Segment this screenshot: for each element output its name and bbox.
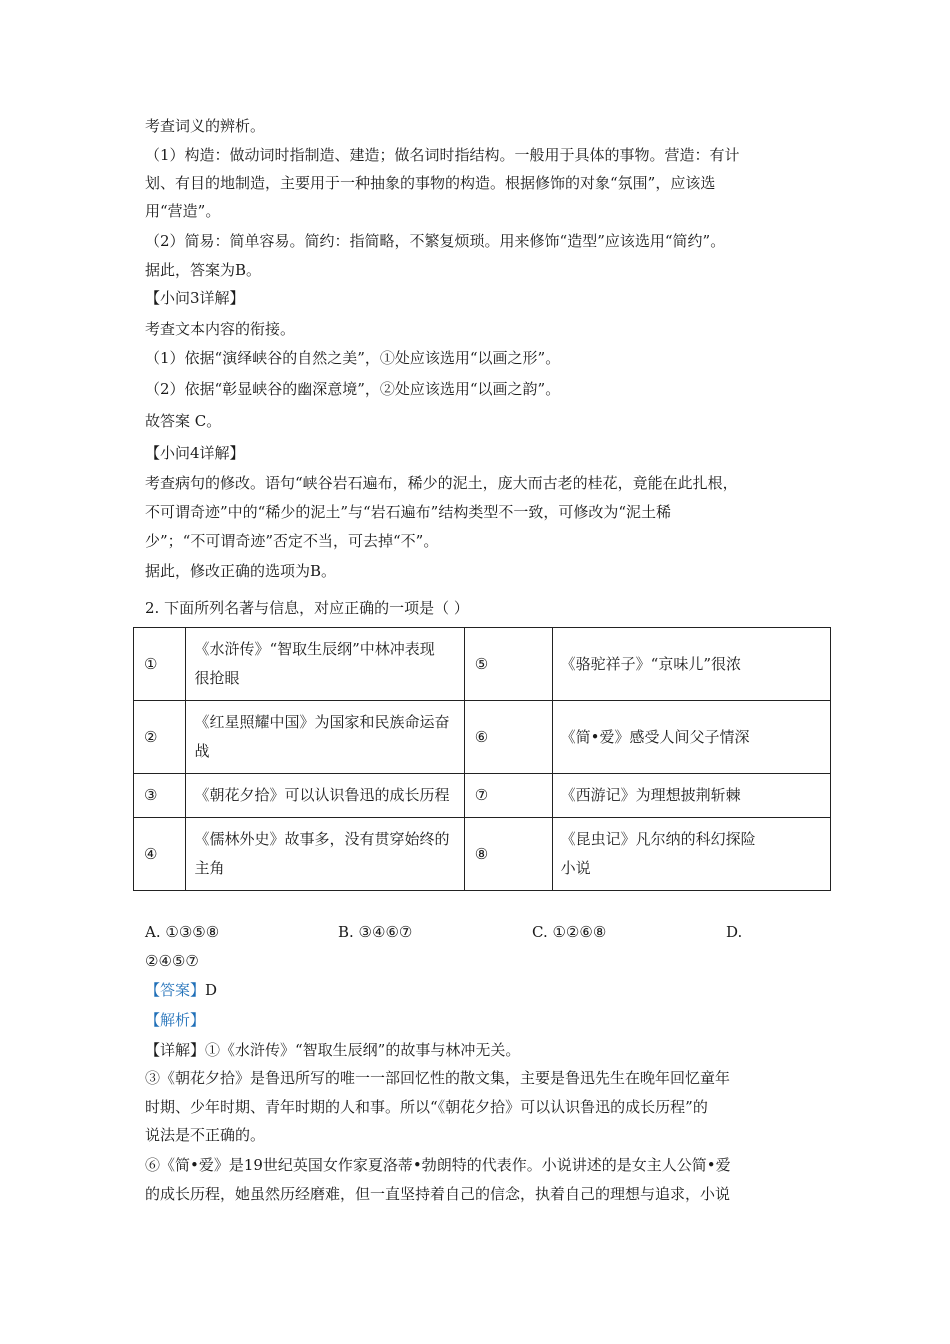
text-line: 的成长历程，她虽然历经磨难，但一直坚持着自己的信念，执着自己的理想与追求，小说 <box>145 1185 731 1203</box>
item-text: 《骆驼祥子》“京味儿”很浓 <box>552 628 830 701</box>
option-d-content: ②④⑤⑦ <box>145 952 199 970</box>
question-stem: 2. 下面所列名著与信息，对应正确的一项是（ ） <box>145 599 469 617</box>
text-line: （2）简易：简单容易。简约：指简略，不繁复烦琐。用来修饰“造型”应该选用“简约”。 <box>145 232 726 250</box>
text-line: （1）依据“演绎峡谷的自然之美”，①处应该选用“以画之形”。 <box>145 349 561 367</box>
item-text: 《儒林外史》故事多，没有贯穿始终的 主角 <box>186 818 464 891</box>
text-line: 据此，修改正确的选项为B。 <box>145 562 337 580</box>
answer-label: 【答案】 <box>145 981 206 999</box>
answer-value: D <box>205 981 218 999</box>
works-info-table <box>133 627 831 891</box>
table-row <box>134 628 831 701</box>
text-line: 考查词义的辨析。 <box>145 117 266 135</box>
item-text: 《西游记》为理想披荆斩棘 <box>552 774 830 818</box>
text-line: 不可谓奇迹”中的“稀少的泥土”与“岩石遍布”结构类型不一致，可修改为“泥土稀 <box>145 503 672 521</box>
item-number: ⑤ <box>464 628 552 701</box>
item-number: ① <box>134 628 186 701</box>
option-a: A. ①③⑤⑧ <box>145 923 220 941</box>
section-heading: 【小问3详解】 <box>145 289 245 307</box>
item-text: 《红星照耀中国》为国家和民族命运奋 战 <box>186 701 464 774</box>
answer-line <box>145 980 825 1000</box>
text-line: 考查文本内容的衔接。 <box>145 320 296 338</box>
item-number: ③ <box>134 774 186 818</box>
text-line: 【详解】①《水浒传》“智取生辰纲”的故事与林冲无关。 <box>145 1041 521 1059</box>
item-number: ④ <box>134 818 186 891</box>
table-row <box>134 701 831 774</box>
table-row <box>134 774 831 818</box>
text-line: 划、有目的地制造，主要用于一种抽象的事物的构造。根据修饰的对象“氛围”，应该选 <box>145 174 716 192</box>
item-text: 《简•爱》感受人间父子情深 <box>552 701 830 774</box>
text-line: ③《朝花夕拾》是鲁迅所写的唯一一部回忆性的散文集，主要是鲁迅先生在晚年回忆童年 <box>145 1069 731 1087</box>
item-number: ② <box>134 701 186 774</box>
text-line: 时期、少年时期、青年时期的人和事。所以“《朝花夕拾》可以认识鲁迅的成长历程”的 <box>145 1098 708 1116</box>
table-row <box>134 818 831 891</box>
item-text: 《朝花夕拾》可以认识鲁迅的成长历程 <box>186 774 464 818</box>
text-line: 据此，答案为B。 <box>145 261 262 279</box>
text-line: ⑥《简•爱》是19世纪英国女作家夏洛蒂•勃朗特的代表作。小说讲述的是女主人公简•爱 <box>145 1156 731 1174</box>
analysis-label: 【解析】 <box>145 1011 206 1029</box>
text-line: 用“营造”。 <box>145 202 221 220</box>
section-heading: 【小问4详解】 <box>145 444 245 462</box>
text-line: 考查病句的修改。语句“峡谷岩石遍布，稀少的泥土，庞大而古老的桂花，竟能在此扎根， <box>145 474 738 492</box>
item-number: ⑧ <box>464 818 552 891</box>
text-line: 少”；“不可谓奇迹”否定不当，可去掉“不”。 <box>145 532 439 550</box>
option-c: C. ①②⑥⑧ <box>532 923 607 941</box>
option-d: D. <box>726 923 743 941</box>
item-number: ⑦ <box>464 774 552 818</box>
option-b: B. ③④⑥⑦ <box>338 923 413 941</box>
text-line: （2）依据“彰显峡谷的幽深意境”，②处应该选用“以画之韵”。 <box>145 380 561 398</box>
text-line: 说法是不正确的。 <box>145 1126 266 1144</box>
item-number: ⑥ <box>464 701 552 774</box>
item-text: 《昆虫记》凡尔纳的科幻探险 小说 <box>552 818 830 891</box>
item-text: 《水浒传》“智取生辰纲”中林冲表现 很抢眼 <box>186 628 464 701</box>
text-line: 故答案 C。 <box>145 412 222 430</box>
text-line: （1）构造：做动词时指制造、建造；做名词时指结构。一般用于具体的事物。营造：有计 <box>145 146 740 164</box>
